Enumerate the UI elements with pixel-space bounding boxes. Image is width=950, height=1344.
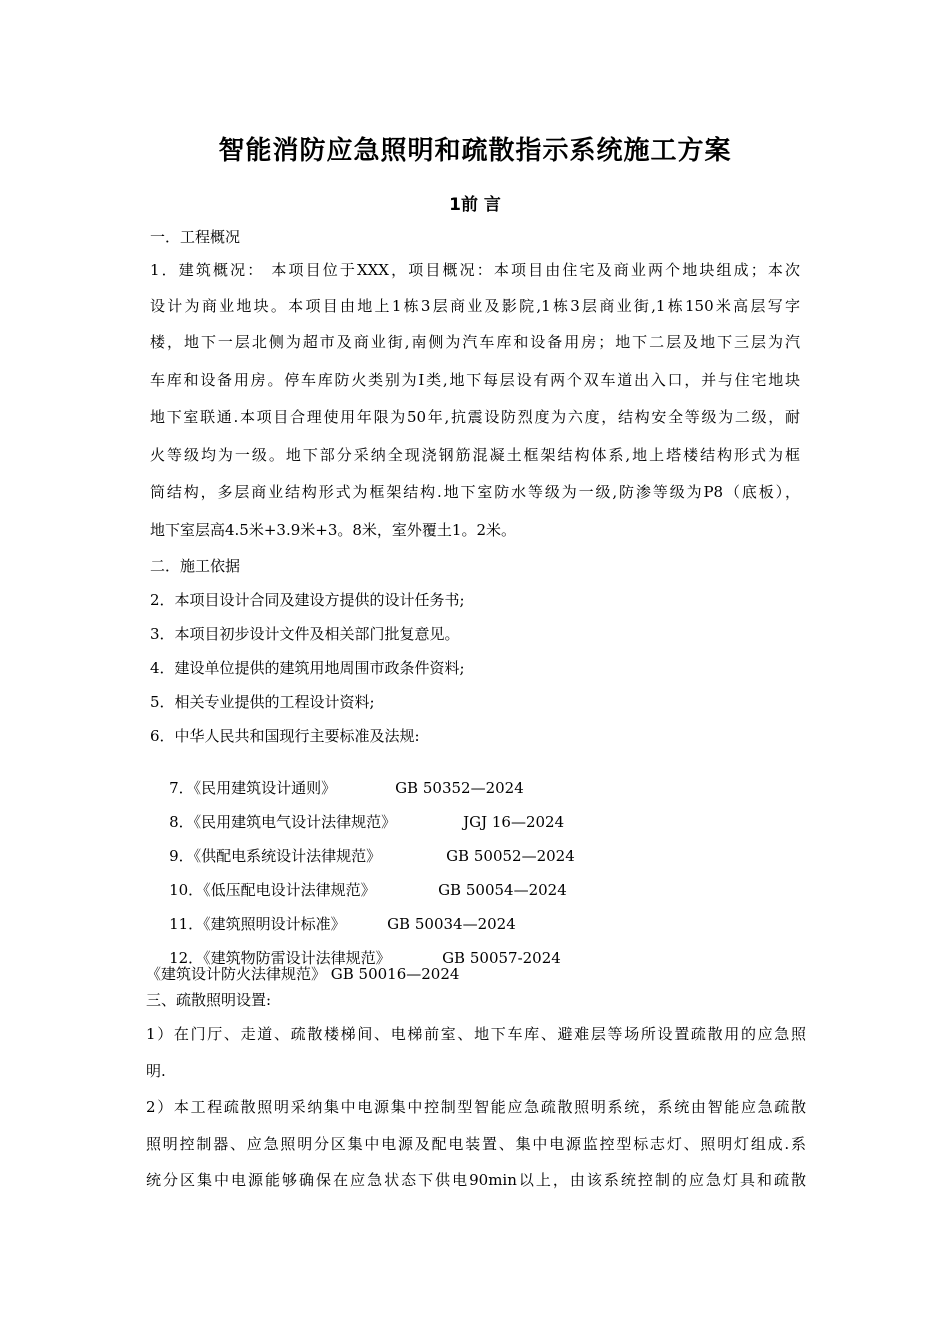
standard-code: GB 50052—2024 <box>446 847 575 865</box>
basis-item: 3．本项目初步设计文件及相关部门批复意见。 <box>150 625 460 643</box>
overview-line: 地下室联通.本项目合理使用年限为50年,抗震设防烈度为六度，结构安全等级为二级，耐 <box>150 408 800 426</box>
standard-name: 9．《供配电系统设计法律规范》 <box>169 847 382 865</box>
overview-line: 楼，地下一层北侧为超市及商业街,南侧为汽车库和设备用房；地下二层及地下三层为汽 <box>150 333 800 351</box>
standard-code: GB 50057-2024 <box>442 949 561 967</box>
standard-code: JGJ 16—2024 <box>463 813 565 831</box>
lighting-line: 1）在门厅、走道、疏散楼梯间、电梯前室、地下车库、避难层等场所设置疏散用的应急照 <box>146 1025 806 1043</box>
standard-name: 7．《民用建筑设计通则》 <box>169 779 337 797</box>
standard-code: GB 50054—2024 <box>438 881 567 899</box>
overview-line: 1．建筑概况： 本项目位于XXX，项目概况：本项目由住宅及商业两个地块组成；本次 <box>150 261 800 279</box>
lighting-line: 统分区集中电源能够确保在应急状态下供电90min以上，由该系统控制的应急灯具和疏散 <box>146 1171 806 1189</box>
standard-code: GB 50034—2024 <box>387 915 516 933</box>
basis-heading: 二．施工依据 <box>150 557 241 575</box>
lighting-line: 明. <box>146 1062 166 1080</box>
overview-heading: 一．工程概况 <box>150 228 241 246</box>
overview-line: 地下室层高4.5米+3.9米+3。8米，室外覆土1。2米。 <box>150 521 517 539</box>
standard-name: 12．《建筑物防雷设计法律规范》 <box>169 949 391 967</box>
standard-name: 10．《低压配电设计法律规范》 <box>169 881 376 899</box>
overview-line: 筒结构，多层商业结构形式为框架结构.地下室防水等级为一级,防渗等级为P8（底板）， <box>150 483 800 501</box>
basis-item: 6．中华人民共和国现行主要标准及法规: <box>150 727 420 745</box>
basis-item: 4．建设单位提供的建筑用地周围市政条件资料; <box>150 659 465 677</box>
overview-line: 火等级均为一级。地下部分采纳全现浇钢筋混凝土框架结构体系,地上塔楼结构形式为框 <box>150 446 800 464</box>
section-heading: 1前 言 <box>449 195 501 215</box>
document-title: 智能消防应急照明和疏散指示系统施工方案 <box>218 136 732 166</box>
overview-line: 车库和设备用房。停车库防火类别为I类,地下每层设有两个双车道出入口，并与住宅地块 <box>150 371 800 389</box>
standard-name: 8．《民用建筑电气设计法律规范》 <box>169 813 397 831</box>
lighting-heading: 三、疏散照明设置: <box>146 991 272 1009</box>
standard-code: GB 50352—2024 <box>395 779 524 797</box>
fire-code-line: 《建筑设计防火法律规范》 GB 50016—2024 <box>146 965 460 983</box>
basis-item: 5．相关专业提供的工程设计资料; <box>150 693 375 711</box>
overview-line: 设计为商业地块。本项目由地上1栋3层商业及影院,1栋3层商业街,1栋150米高层写字 <box>150 297 800 315</box>
standard-name: 11．《建筑照明设计标准》 <box>169 915 346 933</box>
lighting-line: 照明控制器、应急照明分区集中电源及配电装置、集中电源监控型标志灯、照明灯组成.系 <box>146 1135 806 1153</box>
lighting-line: 2）本工程疏散照明采纳集中电源集中控制型智能应急疏散照明系统，系统由智能应急疏散 <box>146 1098 806 1116</box>
basis-item: 2．本项目设计合同及建设方提供的设计任务书; <box>150 591 465 609</box>
